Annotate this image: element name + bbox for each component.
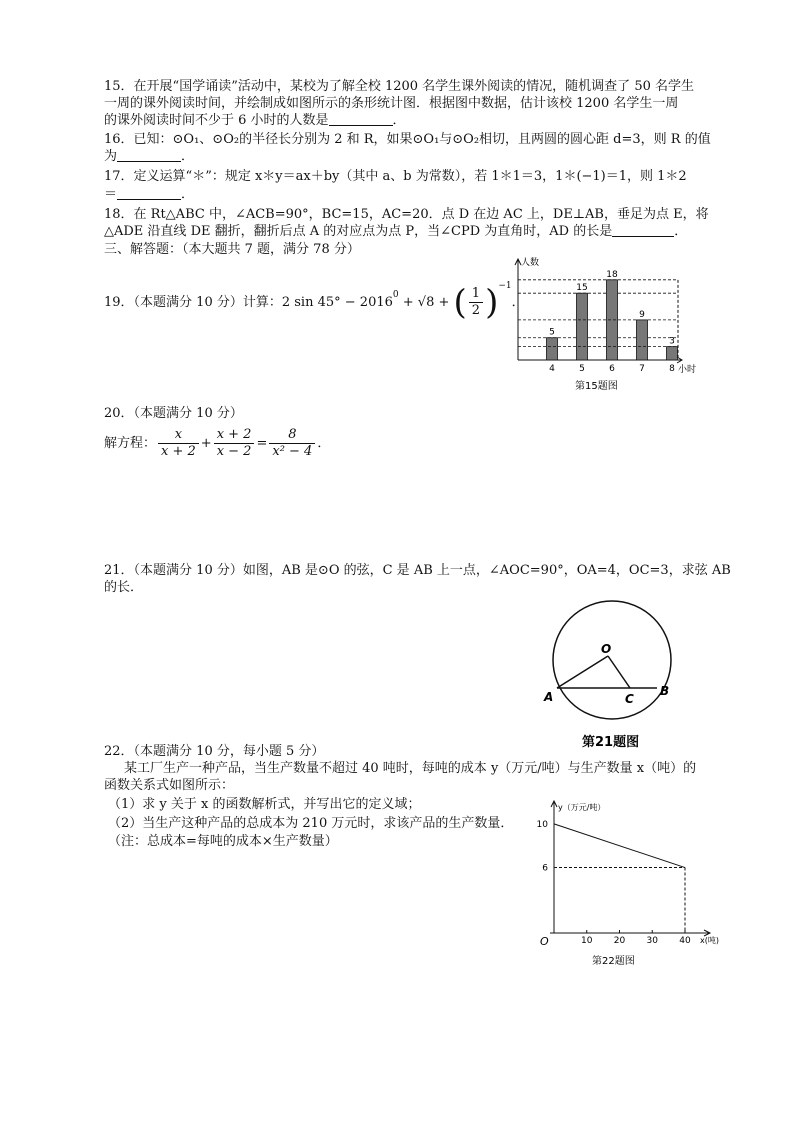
q22-line-chart-plot: [537, 801, 719, 948]
q22-line-chart: [530, 793, 730, 973]
q18-line1: 18．在 Rt△ABC 中，∠ACB=90°，BC=15，AC=20．点 D 在边 AC 上，DE⊥AB，垂足为点 E，将: [104, 207, 709, 222]
x-tick-30: 30: [646, 936, 658, 946]
q20-frac3: [269, 427, 315, 460]
bar-5: [577, 293, 588, 360]
y-tick-10: 10: [536, 819, 548, 830]
q20-frac2: [214, 427, 255, 460]
q20-frac3-num: 8: [269, 427, 315, 444]
q19-expr-b: + √8 +: [398, 295, 450, 310]
bar-8: [667, 347, 678, 360]
q22-chart-caption: 第22题图: [592, 956, 635, 967]
origin-label: O: [540, 935, 549, 948]
q20-end: ．: [317, 436, 331, 451]
label-a: A: [544, 690, 554, 704]
x-tick-4: 4: [549, 364, 555, 374]
q15-line2: 一周的课外阅读时间，并绘制成如图所示的条形统计图．根据图中数据，估计该校 1200 名学生一周: [104, 96, 679, 111]
q20-solve: 解方程：: [104, 436, 157, 451]
x-tick-20: 20: [613, 936, 626, 946]
q22-line2: 函数关系式如图所示：: [104, 778, 235, 793]
q20-label: 20．（本题满分 10 分）: [104, 406, 243, 421]
q15-bar-chart-plot: [515, 256, 696, 375]
q17-line2: ＝ ．: [104, 187, 195, 202]
q19-exp-neg1: −1: [498, 281, 512, 291]
section3-header: 三、解答题：（本大题共 7 题，满分 78 分）: [104, 242, 360, 257]
q20-eq: =: [256, 436, 268, 451]
q17-line2-text: ＝: [104, 187, 118, 202]
q20-equation: [104, 426, 330, 462]
q20-frac3-den: x² − 4: [272, 444, 313, 459]
q19-rparen: ): [485, 282, 499, 323]
q16-answer-blank: [117, 148, 181, 162]
circle-o: [553, 601, 671, 719]
x-tick-6: 6: [609, 364, 615, 374]
data-label-7: 9: [639, 309, 645, 320]
x-tick-10: 10: [581, 936, 593, 946]
q19: [104, 268, 525, 321]
q22-line1: 某工厂生产一种产品，当生产数量不超过 40 吨时，每吨的成本 y（万元/吨）与生产数量 x（吨）的: [124, 761, 697, 776]
q16-line2: 为 ．: [104, 149, 195, 164]
q22-note: （注：总成本=每吨的成本×生产数量）: [108, 834, 338, 849]
q18-line2: △ADE 沿直线 DE 翻折，翻折后点 A 的对应点为点 P，当∠CPD 为直角时，AD 的长是 ．: [104, 224, 688, 239]
q19-frac-num: 1: [469, 286, 483, 303]
q18-line2-text: △ADE 沿直线 DE 翻折，翻折后点 A 的对应点为点 P，当∠CPD 为直角时，AD 的长是: [104, 224, 613, 239]
q19-frac-den: 2: [471, 303, 481, 318]
cost-line: [554, 824, 685, 868]
x-tick-8: 8: [669, 364, 675, 374]
q15-answer-blank: [329, 112, 393, 126]
q20-frac1: [158, 427, 199, 460]
q15-chart-caption: 第15题图: [575, 381, 618, 392]
segment-oc: [608, 656, 630, 688]
data-label-4: 5: [549, 327, 555, 338]
q15-line3: 的课外阅读时间不少于 6 小时的人数是 ．: [104, 113, 406, 128]
q19-expr-a: 2 sin 45° − 2016: [281, 295, 393, 310]
x-axis-label: 小时: [678, 365, 697, 375]
x-tick-5: 5: [579, 364, 585, 374]
q21-circle-figure: [536, 598, 686, 750]
q21-fig-caption: 第21题图: [582, 735, 640, 750]
q19-fraction: [469, 286, 483, 319]
q20-plus: +: [200, 436, 212, 451]
q22-sub2: （2）当生产这种产品的总成本为 210 万元时，求该产品的生产数量．: [108, 816, 514, 831]
y-axis-label: 人数: [521, 258, 540, 268]
q15-line1: 15．在开展“国学诵读”活动中，某校为了解全校 1200 名学生课外阅读的情况，随机调查了 50 名学生: [104, 79, 694, 94]
bar-7: [637, 320, 648, 360]
q20-frac2-den: x − 2: [216, 444, 252, 459]
data-label-8: 3: [669, 336, 675, 347]
q20-frac1-num: x: [158, 427, 199, 444]
data-label-5: 15: [576, 283, 588, 294]
q17-answer-blank: [117, 186, 181, 200]
q15-line3-text: 的课外阅读时间不少于 6 小时的人数是: [104, 113, 329, 128]
q16-line2-text: 为: [104, 149, 118, 164]
segment-oa: [557, 656, 608, 688]
q16-line1: 16．已知：⊙O₁、⊙O₂的半径长分别为 2 和 R，如果⊙O₁与⊙O₂相切，且两圆的圆心距 d=3，则 R 的值: [104, 132, 711, 147]
q22-sub1: （1）求 y 关于 x 的函数解析式，并写出它的定义域；: [108, 797, 421, 812]
q21-line1: 21．（本题满分 10 分）如图，AB 是⊙O 的弦，C 是 AB 上一点，∠AOC=90°，OA=4，OC=3，求弦 AB: [104, 563, 731, 578]
q17-line1: 17．定义运算“＊”：规定 x＊y＝ax＋by（其中 a、b 为常数），若 1＊1＝3，1＊(−1)＝1，则 1＊2: [104, 169, 687, 184]
q20-frac2-num: x + 2: [214, 427, 255, 444]
label-c: C: [625, 692, 634, 706]
x-axis-label: x(吨): [700, 936, 719, 945]
q15-bar-chart: [506, 252, 706, 394]
q20-frac1-den: x + 2: [161, 444, 196, 459]
q18-answer-blank: [612, 223, 674, 237]
q19-end: ．: [511, 295, 525, 310]
data-label-6: 18: [606, 269, 618, 280]
q19-label: 19．（本题满分 10 分）计算：: [104, 295, 282, 310]
x-tick-40: 40: [679, 936, 691, 946]
x-tick-7: 7: [639, 364, 645, 374]
label-b: B: [660, 684, 670, 698]
q19-exp0: 0: [392, 290, 399, 300]
label-o: O: [601, 642, 612, 656]
q21-line2: 的长．: [104, 580, 144, 595]
q19-lparen: (: [453, 282, 467, 323]
bar-4: [547, 338, 558, 360]
y-axis-label: y（万元/吨）: [558, 803, 606, 812]
y-tick-6: 6: [542, 863, 548, 874]
q22-label: 22．（本题满分 10 分，每小题 5 分）: [104, 744, 325, 759]
